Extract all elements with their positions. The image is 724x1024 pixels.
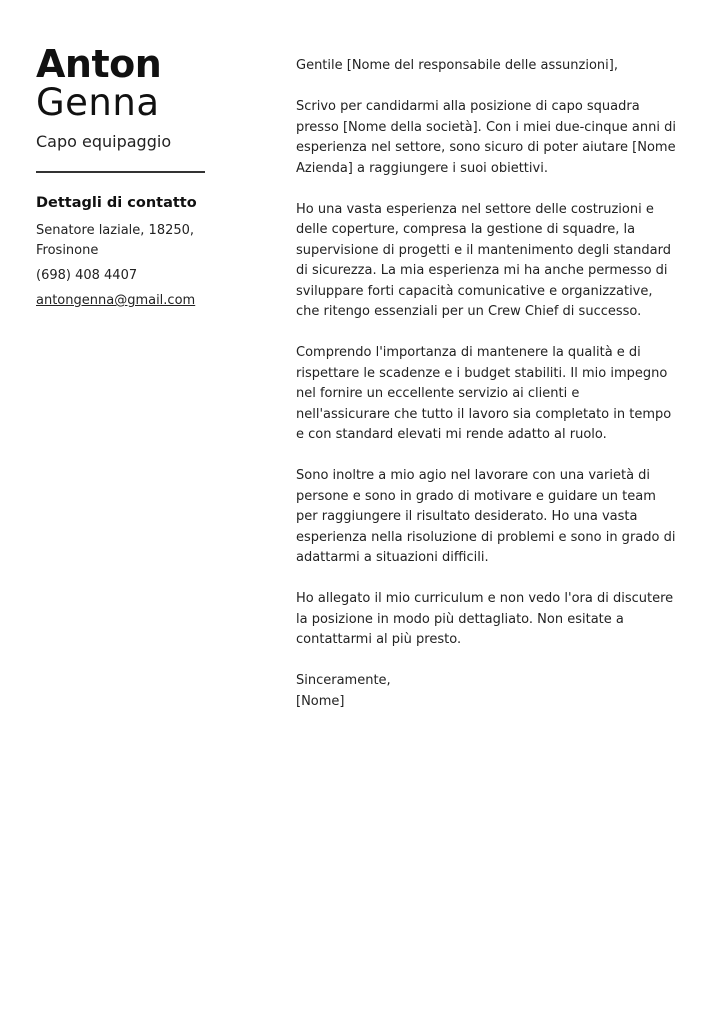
last-name: Genna [36, 81, 160, 124]
paragraph-quality: Comprendo l'importanza di mantenere la qualità e di rispettare le scadenze e i budget stabiliti. Il mio impegno nel fornire un eccellente servizio ai clienti e nell'assicurare che tutto il lavoro sia completato in tempo e con standard elevati mi rende adatto al ruolo. [296, 345, 672, 442]
first-name: Anton [36, 42, 162, 86]
contact-heading: Dettagli di contatto [36, 195, 197, 211]
job-title: Capo equipaggio [36, 132, 172, 151]
divider [36, 171, 205, 173]
paragraph-experience: Ho una vasta esperienza nel settore delle costruzioni e delle coperture, compresa la gestione di squadre, la supervisione di progetti e il mantenimento degli standard di sicurezza. La mia esperienza mi ha anche permesso di sviluppare forti capacità comunicative e organizzative, che ritengo essenziali per un Crew Chief di successo. [296, 201, 671, 319]
sidebar [36, 44, 206, 311]
contact-email-link[interactable]: antongenna@gmail.com [36, 293, 196, 308]
closing: Sinceramente, [296, 673, 391, 688]
paragraph-intro: Scrivo per candidarmi alla posizione di capo squadra presso [Nome della società]. Con i miei due-cinque anni di esperienza nel settore, sono sicuro di poter aiutare [Nome Azienda] a raggiungere i suoi obiettivi. [296, 99, 676, 176]
paragraph-teamwork: Sono inoltre a mio agio nel lavorare con una varietà di persone e sono in grado di motivare e guidare un team per raggiungere il risultato desiderato. Ho una vasta esperienza nella risoluzione di problemi e sono in grado di adattarmi a situazioni difficili. [296, 468, 676, 565]
paragraph-conclusion: Ho allegato il mio curriculum e non vedo l'ora di discutere la posizione in modo più dettagliato. Non esitate a contattarmi al più presto. [296, 591, 674, 647]
contact-phone: (698) 408 4407 [36, 268, 138, 283]
salutation: Gentile [Nome del responsabile delle assunzioni], [296, 58, 618, 73]
contact-address: Senatore laziale, 18250, Frosinone [36, 223, 195, 258]
signature: [Nome] [296, 693, 345, 709]
letter-body [296, 56, 676, 712]
